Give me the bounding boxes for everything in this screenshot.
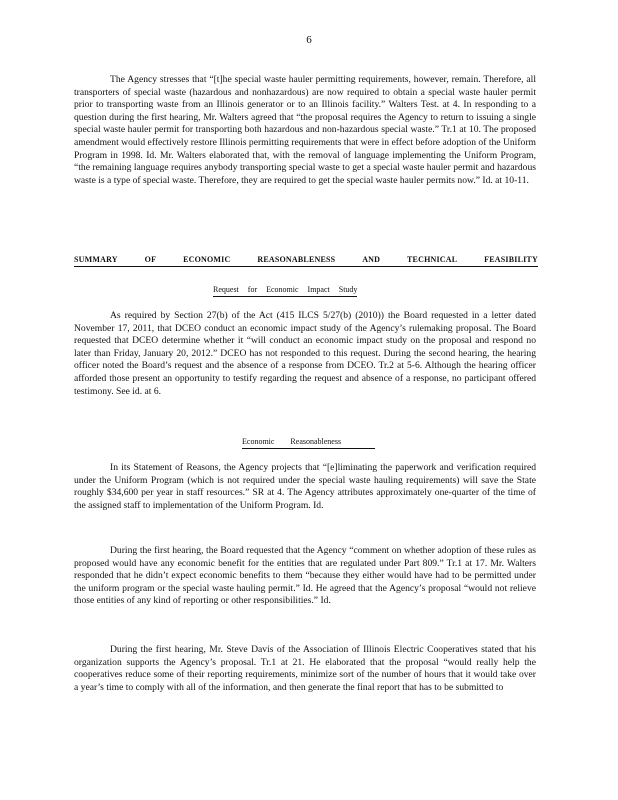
heading-word: OF <box>144 255 157 264</box>
heading-word: AND <box>362 255 381 264</box>
heading-word: FEASIBILITY <box>484 255 538 264</box>
page-number: 6 <box>306 34 312 46</box>
heading-word: TECHNICAL <box>407 255 458 264</box>
paragraph-economic-impact-study: As required by Section 27(b) of the Act (415 ILCS 5/27(b) (2010)) the Board requested in a letter dated November 17, 2011, that DCEO conduct an economic impact study of the Agency’s rulemaking proposal. The Board requested that DCEO determine whether it “will conduct an economic impact study on the proposal and respond no later than Friday, January 20, 2012.” DCEO has not responded to this request. During the second hearing, the hearing officer noted the Board’s request and the absence of a response from DCEO. Tr.2 at 5-6. Although the hearing officer afforded those present an opportunity to testify regarding the request and absence of a response, no participant offered testimony. See id. at 6. <box>74 310 536 397</box>
paragraph-statement-of-reasons: In its Statement of Reasons, the Agency projects that “[e]liminating the paperwork and verification required under the Uniform Program (which is not required under the special waste hauling requirements) will save the State roughly $34,600 per year in staff resources.” SR at 4. The Agency attributes approximately one-quarter of the time of the assigned staff to implementation of the Uniform Program. Id. <box>74 462 536 511</box>
heading-word: SUMMARY <box>74 255 118 264</box>
subheading-economic-reasonableness: Economic Reasonableness <box>242 437 375 449</box>
subheading-request-economic-impact-study: Request for Economic Impact Study <box>213 285 357 297</box>
paragraph-permitting-requirements: The Agency stresses that “[t]he special waste hauler permitting requirements, however, remain. Therefore, all transporters of special waste (hazardous and nonhazardous) are now required to obtain a special waste hauler permit prior to transporting waste from an Illinois generator or to an Illinois facility.” Walters Test. at 4. In responding to a question during the first hearing, Mr. Walters agreed that “the proposal requires the Agency to return to issuing a single special waste hauler permit for transporting both hazardous and non-hazardous special waste.” Tr.1 at 10. The proposed amendment would effectively restore Illinois permitting requirements that were in effect before adoption of the Uniform Program in 1998. Id. Mr. Walters elaborated that, with the removal of language implementing the Uniform Program, “the remaining language requires anybody transporting special waste to get a special waste hauler permit and hazardous waste is a type of special waste. Therefore, they are required to get the special waste hauler permits now.” Id. at 10-11. <box>74 74 536 186</box>
section-heading-summary <box>74 255 538 267</box>
heading-word: REASONABLENESS <box>257 255 336 264</box>
paragraph-first-hearing-board-request: During the first hearing, the Board requested that the Agency “comment on whether adoption of these rules as proposed would have any economic benefit for the entities that are regulated under Part 809.” Tr.1 at 17. Mr. Walters responded that he didn’t expect economic benefits to them “because they either would have had to be permitted under the uniform program or the special waste hauling permit.” Id. He agreed that the Agency’s proposal “would not relieve those entities of any kind of reporting or other responsibilities.” Id. <box>74 545 536 607</box>
heading-word: ECONOMIC <box>183 255 231 264</box>
paragraph-electric-cooperatives: During the first hearing, Mr. Steve Davis of the Association of Illinois Electric Cooperatives stated that his organization supports the Agency’s proposal. Tr.1 at 21. He elaborated that the proposal “would really help the cooperatives reduce some of their reporting requirements, minimize sort of the number of hours that it would take over a year’s time to comply with all of the information, and then generate the final report that has to be submitted to <box>74 644 536 693</box>
